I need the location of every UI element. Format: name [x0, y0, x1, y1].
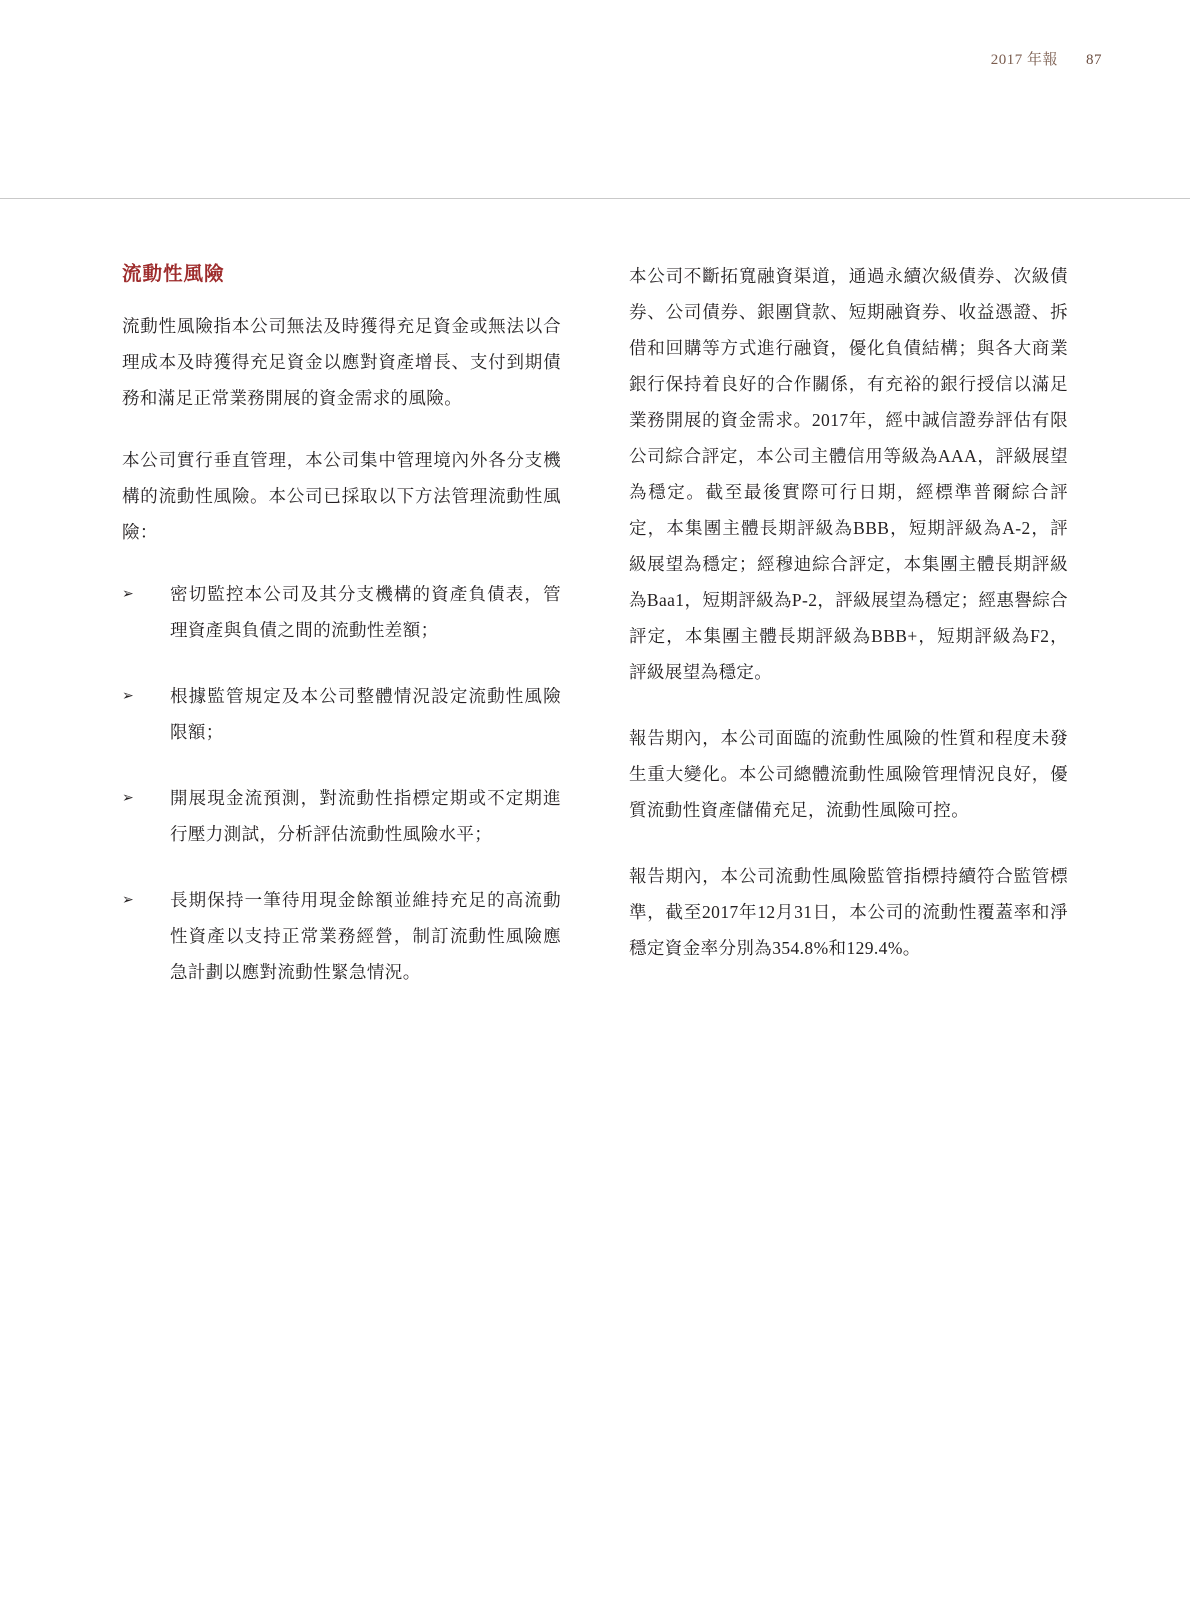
list-item-text: 長期保持一筆待用現金餘額並維持充足的高流動性資產以支持正常業務經營，制訂流動性風險應急計劃以應對流動性緊急情況。: [170, 890, 561, 982]
list-item: [122, 576, 561, 648]
bullet-list: [122, 576, 561, 990]
list-item-text: 根據監管規定及本公司整體情況設定流動性風險限額；: [170, 686, 561, 742]
bullet-arrow-icon: ➢: [122, 586, 135, 602]
right-column: [629, 258, 1068, 1020]
list-item: [122, 678, 561, 750]
page-header: [991, 48, 1102, 69]
list-item-text: 密切監控本公司及其分支機構的資產負債表，管理資產與負債之間的流動性差額；: [170, 584, 561, 640]
paragraph: 流動性風險指本公司無法及時獲得充足資金或無法以合理成本及時獲得充足資金以應對資產增長、支付到期債務和滿足正常業務開展的資金需求的風險。: [122, 316, 561, 408]
bullet-arrow-icon: ➢: [122, 688, 135, 704]
paragraph: 本公司不斷拓寬融資渠道，通過永續次級債券、次級債券、公司債券、銀團貸款、短期融資券、收益憑證、拆借和回購等方式進行融資，優化負債結構；與各大商業銀行保持着良好的合作關係，有充裕的銀行授信以滿足業務開展的資金需求。2017年，經中誠信證券評估有限公司綜合評定，本公司主體信用等級為AAA，評級展望為穩定。截至最後實際可行日期，經標準普爾綜合評定，本集團主體長期評級為BBB，短期評級為A-2，評級展望為穩定；經穆迪綜合評定，本集團主體長期評級為Baa1，短期評級為P-2，評級展望為穩定；經惠譽綜合評定，本集團主體長期評級為BBB+，短期評級為F2，評級展望為穩定。: [629, 266, 1068, 682]
page-number: 87: [1086, 52, 1102, 68]
section-title-liquidity-risk: 流動性風險: [122, 263, 225, 285]
header-divider: [0, 198, 1190, 199]
bullet-arrow-icon: ➢: [122, 790, 135, 806]
list-item: [122, 780, 561, 852]
list-item-text: 開展現金流預測，對流動性指標定期或不定期進行壓力測試，分析評估流動性風險水平；: [170, 788, 561, 844]
content-columns: [122, 258, 1068, 1020]
paragraph: 本公司實行垂直管理，本公司集中管理境內外各分支機構的流動性風險。本公司已採取以下方法管理流動性風險：: [122, 450, 561, 542]
paragraph: 報告期內，本公司面臨的流動性風險的性質和程度未發生重大變化。本公司總體流動性風險管理情況良好，優質流動性資產儲備充足，流動性風險可控。: [629, 728, 1068, 820]
list-item: [122, 882, 561, 990]
left-column: [122, 258, 561, 1020]
report-year-label: 2017 年報: [990, 52, 1058, 68]
bullet-arrow-icon: ➢: [122, 892, 135, 908]
paragraph: 報告期內，本公司流動性風險監管指標持續符合監管標準，截至2017年12月31日，本公司的流動性覆蓋率和淨穩定資金率分別為354.8%和129.4%。: [629, 866, 1068, 958]
